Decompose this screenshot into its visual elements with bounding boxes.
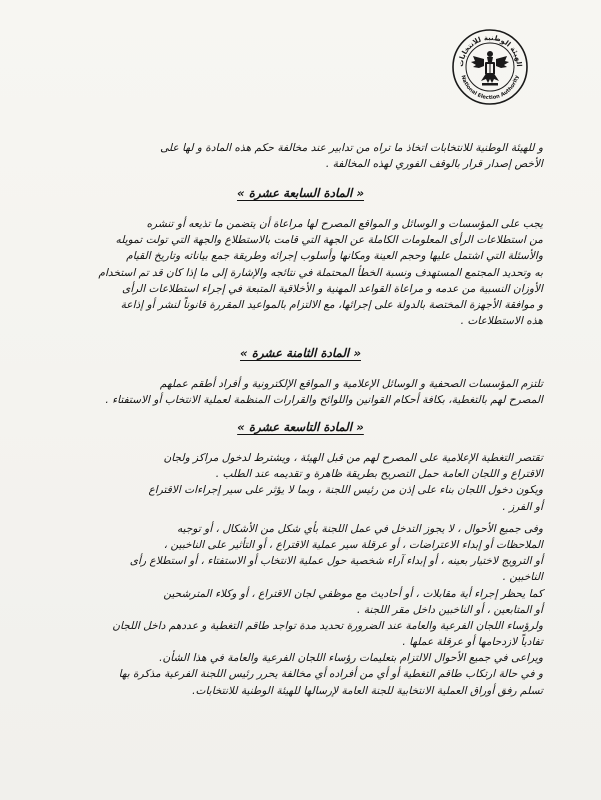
logo-english-text: National Election Authority [459, 74, 521, 102]
intro-line-2: الأخص إصدار قرار بالوقف الفوري لهذه المخالفة . [325, 158, 543, 171]
article-17-line: هذه الاستطلاعات . [460, 315, 543, 328]
intro-line-1: و للهيئة الوطنية للانتخابات اتخاذ ما تراه من تدابير عند مخالفة حكم هذه المادة و لها على [160, 142, 543, 154]
article-19-line: تقتصر التغطية الإعلامية على المصرح لهم من قبل الهيئة ، ويشترط لدخول مراكز ولجان [163, 452, 543, 464]
article-19-heading: « المادة التاسعة عشرة » [237, 420, 364, 434]
article-17-body [98, 216, 543, 329]
article-19-line: و في حالة ارتكاب طاقم التغطية أو أي من أفراده أي مخالفة يحرر رئيس اللجنة الفرعية مذكرة بها [118, 668, 543, 681]
article-19-line: تسلم رفق أوراق العملية الانتخابية للجنة العامة لإرسالها للهيئة الوطنية للانتخابات. [192, 684, 543, 697]
article-19-line: أو الترويج لاختيار بعينه ، أو إبداء آراء شخصية حول عملية الانتخاب أو الاستفتاء ، أو استطلاع رأى [129, 555, 543, 568]
article-19-line: ويراعى في جميع الأحوال الالتزام بتعليمات رؤساء اللجان الفرعية والعامة في هذا الشأن. [159, 652, 543, 665]
article-17-line: من استطلاعات الرأى المعلومات الكاملة عن الجهة التي قامت بالاستطلاع والجهة التي تولت تمويله [115, 234, 543, 247]
article-17-line: به وتحديد المجتمع المستهدف ونسبة الخطأ المحتملة في نتائجه والإشارة إلى ما إذا كان قد تم استخدام [98, 266, 543, 279]
article-19-line: الملاحظات أو إبداء الاعتراضات ، أو عرقلة سير عملية الاقتراع ، أو التأثير على الناخبين ، [163, 538, 543, 551]
article-19-line: الاقتراع و اللجان العامة حمل التصريح بطريقة ظاهرة و تقديمه عند الطلب . [215, 468, 543, 481]
article-19-line: ولرؤساء اللجان الفرعية والعامة عند الضرورة تحديد مدة تواجد طاقم التغطية و عددهم داخل اللجان [112, 619, 543, 632]
article-19-body [112, 450, 543, 699]
article-17-heading: « المادة السابعة عشرة » [236, 186, 365, 200]
eagle-seal-icon [451, 28, 529, 106]
article-18-line: المصرح لهم بالتغطية، بكافة أحكام القوانين واللوائح والقرارات المنظمة لعملية الانتخاب أو الاستفتاء . [105, 394, 543, 407]
article-19-line: أو المتابعين ، أو الناخبين داخل مقر اللجنة . [357, 603, 543, 616]
article-17-line: الأوزان النسبية من عدمه و مراعاة القواعد المهنية و الأخلاقية المتبعة في إجراء استطلاعات الرأى [121, 282, 543, 295]
article-17-line: و موافقة الأجهزة المختصة بالدولة على إجرائها، مع الالتزام بالمواعيد المقررة قانوناً لنشر أو إذاعة [120, 298, 543, 311]
article-18-heading: « المادة الثامنة عشرة » [240, 346, 361, 360]
article-19-line: تفادياً لازدحامها أو عرقلة عملها . [402, 636, 543, 649]
intro-paragraph [160, 140, 543, 172]
article-17-line: يجب على المؤسسات و الوسائل و المواقع المصرح لها مراعاة أن يتضمن ما تذيعه أو تنشره [146, 218, 543, 230]
article-18-line: تلتزم المؤسسات الصحفية و الوسائل الإعلامية و المواقع الإلكترونية و أفراد أطقم عملهم [159, 378, 543, 390]
article-19-line: الناخبين . [502, 571, 543, 584]
article-19-line: وفى جميع الأحوال ، لا يجوز التدخل في عمل اللجنة بأي شكل من الأشكال ، أو توجيه [176, 522, 543, 535]
national-election-authority-logo [451, 28, 529, 106]
article-19-line: أو الفرز . [502, 500, 543, 513]
article-19-line: ويكون دخول اللجان بناء على إذن من رئيس اللجنة ، وبما لا يؤثر على سير إجراءات الاقتراع [148, 484, 543, 497]
logo-arabic-text: الهيئة الوطنية للانتخابات [456, 33, 524, 68]
article-17-line: والأسئلة التي اشتمل عليها وحجم العينة ومكانها وأسلوب إجرائه وطريقة جمع بياناته وتاريخ القيام [126, 250, 543, 263]
article-19-line: كما يحظر إجراء أية مقابلات ، أو أحاديث مع موظفي لجان الاقتراع ، أو وكلاء المترشحين [163, 587, 543, 600]
article-18-body [105, 376, 543, 408]
